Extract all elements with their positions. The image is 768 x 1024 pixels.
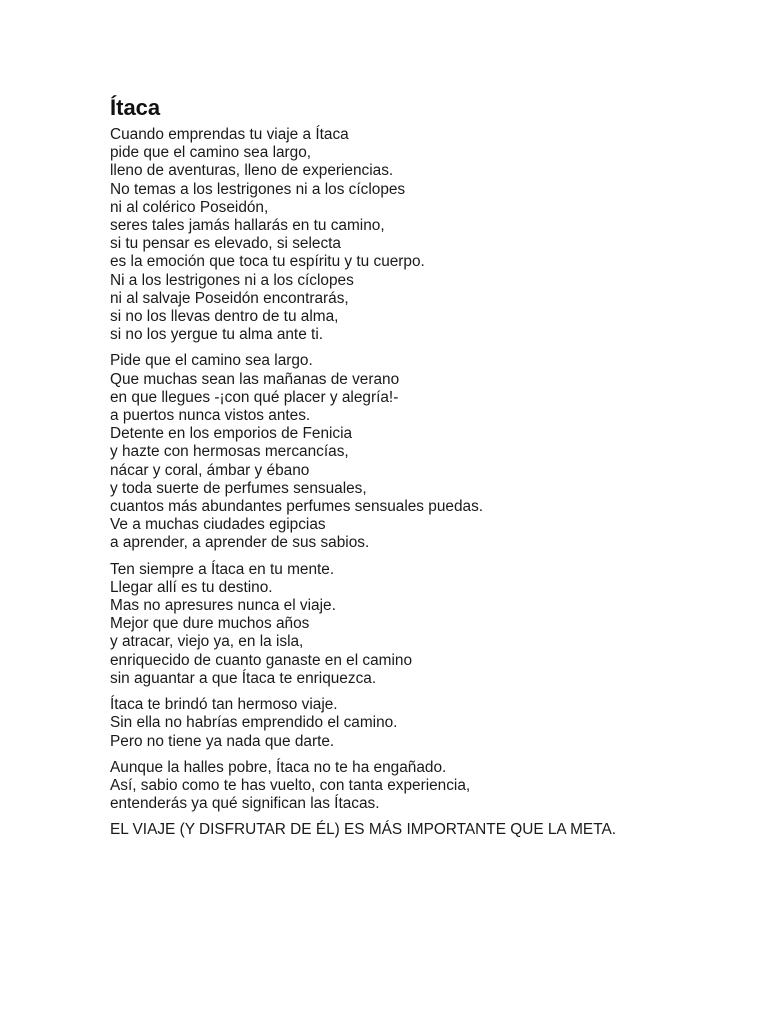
poem-line: nácar y coral, ámbar y ébano	[110, 461, 310, 479]
poem-line: si no los llevas dentro de tu alma,	[110, 308, 339, 326]
poem-line: Ítaca te brindó tan hermoso viaje.	[110, 696, 338, 714]
poem-line: Cuando emprendas tu viaje a Ítaca	[110, 126, 349, 143]
poem-stanza	[110, 126, 710, 344]
poem-line: entenderás ya qué significan las Ítacas.	[110, 795, 380, 813]
poem-line: es la emoción que toca tu espíritu y tu cuerpo.	[110, 253, 425, 271]
poem-line: Aunque la halles pobre, Ítaca no te ha engañado.	[110, 758, 447, 776]
poem-line: Pide que el camino sea largo.	[110, 352, 313, 370]
poem-line: Así, sabio como te has vuelto, con tanta experiencia,	[110, 776, 471, 794]
poem-line: cuantos más abundantes perfumes sensuales puedas.	[110, 498, 484, 516]
poem-line: Sin ella no habrías emprendido el camino.	[110, 714, 398, 732]
poem-line: Mejor que dure muchos años	[110, 615, 310, 633]
poem-stanza	[110, 561, 710, 688]
poem-stanza	[110, 696, 710, 751]
poem-line: ni al salvaje Poseidón encontrarás,	[110, 289, 349, 307]
poem-line: si tu pensar es elevado, si selecta	[110, 235, 341, 253]
poem-line: Ve a muchas ciudades egipcias	[110, 516, 326, 534]
poem-line: Mas no apresures nunca el viaje.	[110, 597, 336, 615]
poem-stanza	[110, 759, 710, 814]
poem-line: y hazte con hermosas mercancías,	[110, 443, 349, 461]
poem-line: Ten siempre a Ítaca en tu mente.	[110, 560, 335, 578]
poem-line: Llegar allí es tu destino.	[110, 578, 273, 596]
poem-line: pide que el camino sea largo,	[110, 144, 312, 162]
poem-line: Pero no tiene ya nada que darte.	[110, 732, 335, 750]
poem-line: Que muchas sean las mañanas de verano	[110, 370, 400, 388]
poem-line: No temas a los lestrigones ni a los cíclopes	[110, 180, 406, 198]
poem-line: Detente en los emporios de Fenicia	[110, 425, 353, 443]
poem-line: a puertos nunca vistos antes.	[110, 407, 311, 425]
poem-line: en que llegues -¡con qué placer y alegría!-	[110, 388, 399, 406]
poem-stanza	[110, 352, 710, 552]
poem-line: sin aguantar a que Ítaca te enriquezca.	[110, 669, 377, 687]
closing-statement: EL VIAJE (Y DISFRUTAR DE ÉL) ES MÁS IMPORTANTE QUE LA META.	[110, 821, 616, 839]
poem-line: y atracar, viejo ya, en la isla,	[110, 633, 304, 651]
poem-line: lleno de aventuras, lleno de experiencias.	[110, 162, 394, 180]
poem-line: si no los yergue tu alma ante ti.	[110, 326, 324, 344]
poem-line: seres tales jamás hallarás en tu camino,	[110, 217, 385, 235]
poem-body	[110, 126, 710, 813]
poem-line: y toda suerte de perfumes sensuales,	[110, 479, 367, 497]
poem-line: a aprender, a aprender de sus sabios.	[110, 534, 370, 552]
poem-line: enriquecido de cuanto ganaste en el camino	[110, 651, 413, 669]
poem-line: ni al colérico Poseidón,	[110, 198, 269, 216]
poem-line: Ni a los lestrigones ni a los cíclopes	[110, 271, 354, 289]
poem-title: Ítaca	[110, 95, 161, 120]
document-page	[110, 94, 710, 840]
